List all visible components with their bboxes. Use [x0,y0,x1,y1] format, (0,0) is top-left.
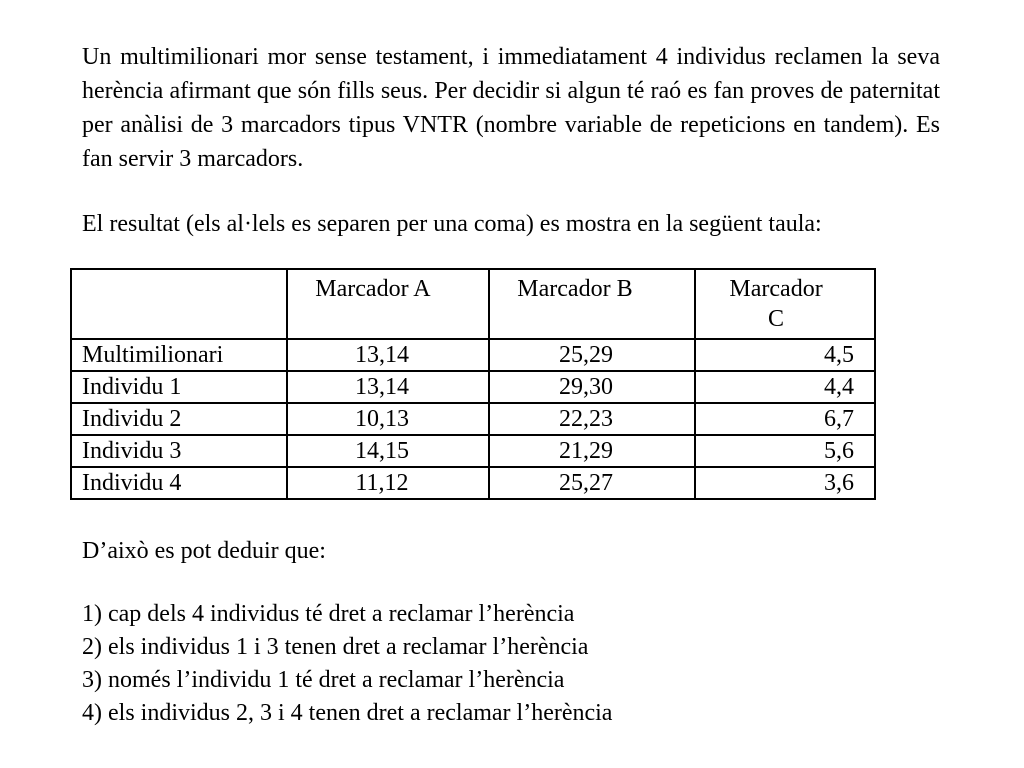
table-row [71,435,875,467]
header-marcador-a: Marcador A [287,269,489,339]
results-table [70,268,876,500]
intro-paragraph: Un multimilionari mor sense testament, i immediatament 4 individus reclamen la seva herència afirmant que són fills seus. Per decidir si algun té raó es fan proves de paternitat per anàlisi de 3 marcadors tipus VNTR (nombre variable de repeticions en tandem). Es fan servir 3 marcadors. [82,44,940,172]
answer-option: 1) cap dels 4 individus té dret a reclamar l’herència [82,601,575,627]
cell-marcador-c: 4,4 [695,371,875,403]
answer-options [82,598,612,730]
answer-option: 3) només l’individu 1 té dret a reclamar l’herència [82,667,565,693]
cell-marcador-b: 29,30 [489,371,695,403]
cell-marcador-a: 11,12 [287,467,489,499]
table-header-row [71,269,875,339]
cell-marcador-a: 13,14 [287,371,489,403]
row-label: Individu 2 [71,403,287,435]
cell-marcador-a: 13,14 [287,339,489,371]
row-label: Individu 3 [71,435,287,467]
header-marcador-b: Marcador B [489,269,695,339]
row-label: Individu 1 [71,371,287,403]
row-label: Multimilionari [71,339,287,371]
cell-marcador-c: 4,5 [695,339,875,371]
table-row [71,339,875,371]
table-row [71,467,875,499]
table-row [71,403,875,435]
cell-marcador-a: 14,15 [287,435,489,467]
answer-option: 2) els individus 1 i 3 tenen dret a reclamar l’herència [82,634,589,660]
cell-marcador-b: 25,29 [489,339,695,371]
conclusion-prompt: D’això es pot deduir que: [82,538,326,564]
header-cell-empty [71,269,287,339]
row-label: Individu 4 [71,467,287,499]
cell-marcador-c: 6,7 [695,403,875,435]
cell-marcador-b: 25,27 [489,467,695,499]
table-intro: El resultat (els al·lels es separen per una coma) es mostra en la següent taula: [82,211,822,237]
cell-marcador-c: 5,6 [695,435,875,467]
cell-marcador-c: 3,6 [695,467,875,499]
header-marcador-c [695,269,875,339]
cell-marcador-b: 21,29 [489,435,695,467]
answer-option: 4) els individus 2, 3 i 4 tenen dret a reclamar l’herència [82,700,613,726]
cell-marcador-b: 22,23 [489,403,695,435]
table-row [71,371,875,403]
header-marcador-c-text: Marcador C [729,276,823,332]
cell-marcador-a: 10,13 [287,403,489,435]
